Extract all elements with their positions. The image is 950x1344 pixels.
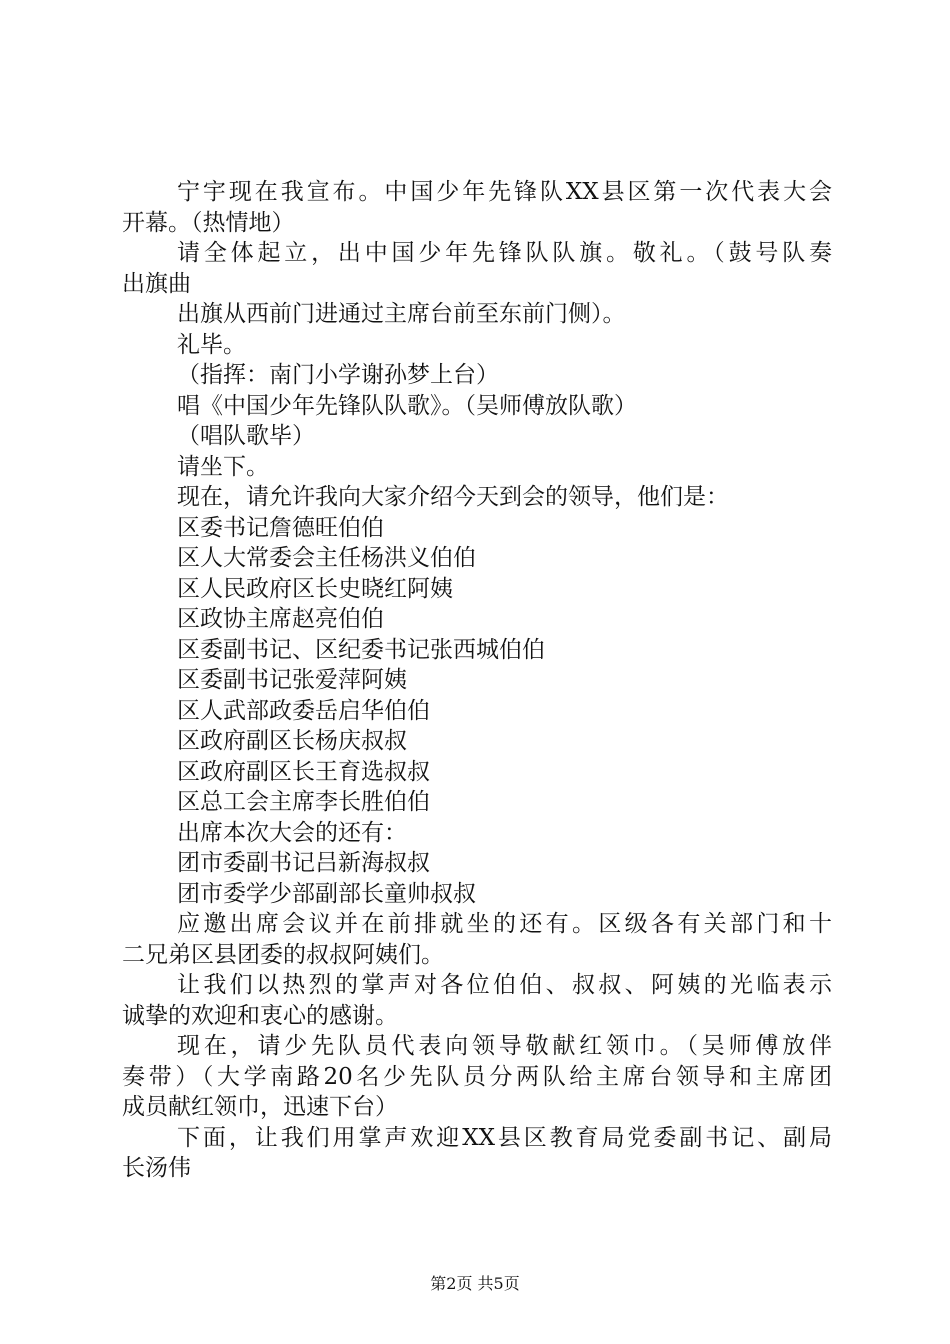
text-line: 出席本次大会的还有： (177, 819, 407, 846)
text-line: 区政府副区长王育选叔叔 (177, 758, 430, 785)
text-line: 出旗从西前门进通过主席台前至东前门侧）。 (177, 301, 626, 327)
text-line: 奏带）（大学南路20名少先队员分两队给主席台领导和主席团 (122, 1063, 832, 1090)
text-line: 区人大常委会主任杨洪义伯伯 (177, 545, 476, 571)
text-line: 下面，让我们用掌声欢迎XX县区教育局党委副书记、副局 (177, 1124, 832, 1151)
text-line: 区总工会主席李长胜伯伯 (177, 789, 430, 815)
text-line: 礼毕。 (177, 331, 246, 358)
text-line: 宁宇现在我宣布。中国少年先锋队XX县区第一次代表大会 (177, 179, 832, 205)
page-footer: 第2页 共5页 (430, 1274, 520, 1293)
text-line: 区人武部政委岳启华伯伯 (177, 697, 430, 724)
text-line: 请坐下。 (177, 453, 269, 480)
text-line: 二兄弟区县团委的叔叔阿姨们。 (122, 941, 444, 968)
text-line: 区政府副区长杨庆叔叔 (177, 728, 407, 754)
text-line: （指挥：南门小学谢孙梦上台） (177, 362, 499, 388)
text-line: 区政协主席赵亮伯伯 (177, 606, 384, 632)
text-line: 现在，请少先队员代表向领导敬献红领巾。（吴师傅放伴 (177, 1033, 832, 1059)
text-line: 请全体起立，出中国少年先锋队队旗。敬礼。（鼓号队奏 (177, 240, 832, 266)
text-line: 让我们以热烈的掌声对各位伯伯、叔叔、阿姨的光临表示 (177, 972, 832, 998)
text-line: 区委副书记张爱萍阿姨 (177, 667, 407, 693)
text-line: 区委书记詹德旺伯伯 (177, 514, 384, 541)
text-line: 区委副书记、区纪委书记张西城伯伯 (177, 636, 545, 663)
text-line: 开幕。（热情地） (122, 209, 295, 236)
text-line: 团市委学少部副部长童帅叔叔 (177, 880, 476, 907)
text-line: 诚挚的欢迎和衷心的感谢。 (122, 1002, 398, 1029)
text-line: 应邀出席会议并在前排就坐的还有。区级各有关部门和十 (177, 911, 832, 937)
text-line: 成员献红领巾，迅速下台） (122, 1094, 398, 1120)
text-line: 团市委副书记吕新海叔叔 (177, 850, 430, 876)
document-body (122, 177, 832, 1184)
text-line: （唱队歌毕） (177, 423, 315, 449)
text-line: 长汤伟 (122, 1155, 191, 1181)
text-line: 出旗曲 (122, 270, 191, 297)
text-line: 唱《中国少年先锋队队歌》。（吴师傅放队歌） (177, 392, 637, 419)
text-line: 区人民政府区长史晓红阿姨 (177, 575, 453, 602)
text-line: 现在，请允许我向大家介绍今天到会的领导，他们是： (177, 484, 729, 510)
